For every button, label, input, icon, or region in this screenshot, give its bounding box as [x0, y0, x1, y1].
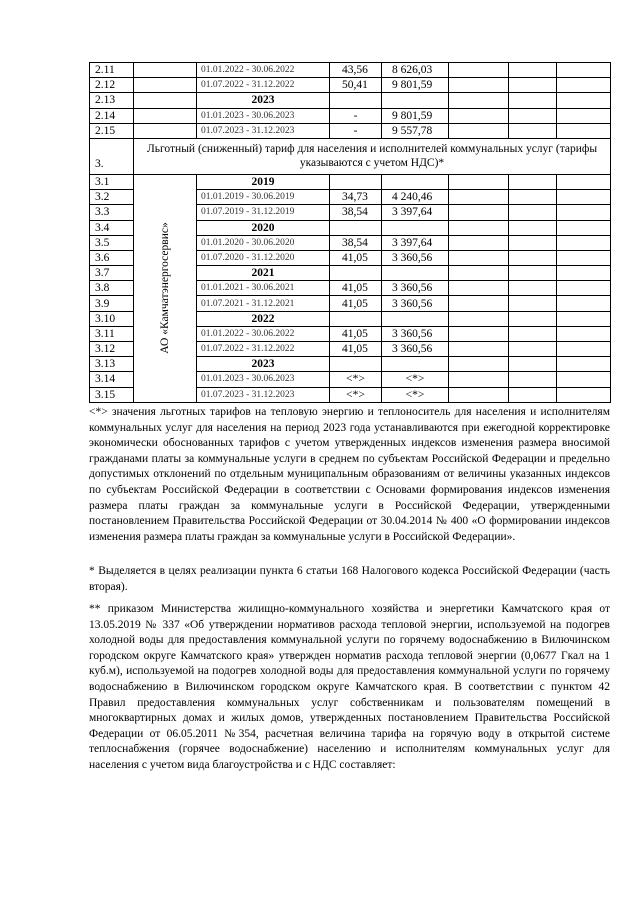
row-number: 2.12	[90, 78, 134, 93]
rate-cell: -	[330, 123, 382, 138]
row-number: 2.14	[90, 108, 134, 123]
note-double-asterisk: ** приказом Министерства жилищно-коммунального хозяйства и энергетики Камчатского края от 13.05.2019 № 337 «Об утверждении нормативов расхода тепловой энергии, используемой на подогрев холодной воды для предоставления коммунальной услуги по горячему водоснабжению в Вилючинском городском округе Камчатского края» утвержден норматив расхода тепловой энергии (0,0677 Гкал на 1 куб.м), используемой на подогрев холодной воды для предоставления коммунальной услуги по горячему водоснабжению в Вилючинском городском округе Камчатского края. В соответствии с пунктом 42 Правил предоставления коммунальных услуг собственникам и пользователям помещений в многоквартирных домах и жилых домов, утвержденных постановлением Правительства Российской Федерации от 06.05.2011 №354, расчетная величина тарифа на горячую воду в открытой системе теплоснабжения (горячее водоснабжение) населению и исполнителям коммунальных услуг для населения с учетом вида благоустройства и с НДС составляет:	[89, 603, 610, 771]
amount-cell: 3 397,64	[382, 205, 449, 220]
empty-cell	[382, 357, 449, 372]
row-number: 3.12	[90, 342, 134, 357]
row-number: 2.11	[90, 63, 134, 78]
empty-cell	[509, 174, 557, 189]
empty-cell	[449, 250, 509, 265]
empty-cell	[557, 250, 611, 265]
amount-cell: <*>	[382, 387, 449, 402]
empty-cell	[509, 281, 557, 296]
period-cell: 01.07.2023 - 31.12.2023	[197, 387, 330, 402]
empty-cell	[509, 296, 557, 311]
section-number: 3.	[90, 138, 134, 174]
rate-cell: 41,05	[330, 296, 382, 311]
empty-cell	[449, 190, 509, 205]
empty-cell	[557, 372, 611, 387]
period-cell: 01.01.2023 - 30.06.2023	[197, 108, 330, 123]
empty-cell	[330, 311, 382, 326]
rate-cell: 41,05	[330, 326, 382, 341]
empty-cell	[449, 93, 509, 108]
empty-cell	[509, 205, 557, 220]
empty-cell	[557, 342, 611, 357]
empty-cell	[449, 342, 509, 357]
year-cell: 2023	[197, 93, 330, 108]
empty-cell	[509, 357, 557, 372]
row-number: 3.13	[90, 357, 134, 372]
amount-cell: 8 626,03	[382, 63, 449, 78]
row-number: 3.10	[90, 311, 134, 326]
empty-cell	[509, 78, 557, 93]
empty-cell	[557, 174, 611, 189]
empty-cell	[449, 220, 509, 235]
empty-cell	[382, 174, 449, 189]
empty-cell	[509, 342, 557, 357]
empty-cell	[557, 357, 611, 372]
row-number: 3.2	[90, 190, 134, 205]
empty-cell	[449, 205, 509, 220]
empty-cell	[557, 93, 611, 108]
empty-cell	[557, 190, 611, 205]
amount-cell: 9 557,78	[382, 123, 449, 138]
period-cell: 01.01.2021 - 30.06.2021	[197, 281, 330, 296]
period-cell: 01.01.2020 - 30.06.2020	[197, 235, 330, 250]
section-heading: Льготный (сниженный) тариф для населения и исполнителей коммунальных услуг (тарифы указываются с учетом НДС)*	[134, 138, 611, 174]
empty-cell	[449, 266, 509, 281]
empty-cell	[449, 123, 509, 138]
empty-cell	[330, 266, 382, 281]
rate-cell: 41,05	[330, 281, 382, 296]
period-cell: 01.07.2022 - 31.12.2022	[197, 342, 330, 357]
rate-cell: 41,05	[330, 342, 382, 357]
organization-cell	[134, 93, 197, 108]
empty-cell	[382, 266, 449, 281]
rate-cell: 43,56	[330, 63, 382, 78]
empty-cell	[509, 220, 557, 235]
organization-cell	[134, 123, 197, 138]
tariff-table	[89, 62, 611, 403]
row-number: 3.3	[90, 205, 134, 220]
rate-cell: 38,54	[330, 235, 382, 250]
empty-cell	[509, 235, 557, 250]
empty-cell	[509, 311, 557, 326]
row-number: 3.9	[90, 296, 134, 311]
amount-cell: 3 360,56	[382, 342, 449, 357]
empty-cell	[449, 357, 509, 372]
row-number: 3.6	[90, 250, 134, 265]
empty-cell	[509, 387, 557, 402]
amount-cell: 3 360,56	[382, 281, 449, 296]
empty-cell	[557, 326, 611, 341]
empty-cell	[509, 250, 557, 265]
empty-cell	[509, 93, 557, 108]
amount-cell: 3 360,56	[382, 326, 449, 341]
period-cell: 01.01.2022 - 30.06.2022	[197, 326, 330, 341]
row-number: 3.7	[90, 266, 134, 281]
empty-cell	[557, 63, 611, 78]
table-row	[90, 78, 611, 93]
empty-cell	[557, 78, 611, 93]
year-cell: 2023	[197, 357, 330, 372]
year-cell: 2020	[197, 220, 330, 235]
empty-cell	[330, 357, 382, 372]
empty-cell	[330, 93, 382, 108]
empty-cell	[449, 372, 509, 387]
empty-cell	[557, 123, 611, 138]
table-row	[90, 93, 611, 108]
empty-cell	[449, 63, 509, 78]
empty-cell	[449, 78, 509, 93]
organization-cell	[134, 174, 197, 402]
table-row	[90, 123, 611, 138]
period-cell: 01.07.2023 - 31.12.2023	[197, 123, 330, 138]
section-heading-row	[90, 138, 611, 174]
row-number: 3.14	[90, 372, 134, 387]
empty-cell	[330, 174, 382, 189]
empty-cell	[557, 205, 611, 220]
amount-cell: 3 397,64	[382, 235, 449, 250]
empty-cell	[382, 220, 449, 235]
empty-cell	[449, 326, 509, 341]
period-cell: 01.01.2019 - 30.06.2019	[197, 190, 330, 205]
row-number: 3.5	[90, 235, 134, 250]
period-cell: 01.01.2023 - 30.06.2023	[197, 372, 330, 387]
empty-cell	[382, 311, 449, 326]
row-number: 3.11	[90, 326, 134, 341]
amount-cell: 3 360,56	[382, 250, 449, 265]
row-number: 3.15	[90, 387, 134, 402]
amount-cell: 9 801,59	[382, 78, 449, 93]
empty-cell	[509, 108, 557, 123]
table-row	[90, 174, 611, 189]
organization-cell	[134, 78, 197, 93]
amount-cell: 9 801,59	[382, 108, 449, 123]
period-cell: 01.07.2021 - 31.12.2021	[197, 296, 330, 311]
empty-cell	[557, 266, 611, 281]
period-cell: 01.07.2020 - 31.12.2020	[197, 250, 330, 265]
amount-cell: 4 240,46	[382, 190, 449, 205]
empty-cell	[509, 266, 557, 281]
empty-cell	[509, 326, 557, 341]
row-number: 2.13	[90, 93, 134, 108]
organization-name: АО «Камчатэнергосервис»	[159, 222, 171, 355]
empty-cell	[509, 123, 557, 138]
year-cell: 2021	[197, 266, 330, 281]
empty-cell	[557, 281, 611, 296]
empty-cell	[449, 311, 509, 326]
empty-cell	[557, 311, 611, 326]
organization-cell	[134, 63, 197, 78]
row-number: 3.1	[90, 174, 134, 189]
empty-cell	[382, 93, 449, 108]
empty-cell	[509, 63, 557, 78]
empty-cell	[449, 108, 509, 123]
rate-cell: 38,54	[330, 205, 382, 220]
rate-cell: <*>	[330, 372, 382, 387]
amount-cell: 3 360,56	[382, 296, 449, 311]
rate-cell: 34,73	[330, 190, 382, 205]
empty-cell	[557, 220, 611, 235]
rate-cell: 41,05	[330, 250, 382, 265]
year-cell: 2022	[197, 311, 330, 326]
period-cell: 01.07.2022 - 31.12.2022	[197, 78, 330, 93]
empty-cell	[557, 108, 611, 123]
rate-cell: <*>	[330, 387, 382, 402]
period-cell: 01.07.2019 - 31.12.2019	[197, 205, 330, 220]
empty-cell	[509, 190, 557, 205]
row-number: 3.8	[90, 281, 134, 296]
note-single-asterisk: * Выделяется в целях реализации пункта 6 статьи 168 Налогового кодекса Российской Федерации (часть вторая).	[89, 565, 610, 593]
empty-cell	[509, 372, 557, 387]
empty-cell	[449, 281, 509, 296]
amount-cell: <*>	[382, 372, 449, 387]
table-row	[90, 63, 611, 78]
empty-cell	[557, 235, 611, 250]
footnote-star: <*> значения льготных тарифов на тепловую энергию и теплоноситель для населения и исполнителям коммунальных услуг для населения на период 2023 года устанавливаются при ежегодной корректировке экономически обоснованных тарифов с учетом утвержденных индексов изменения размера вносимой гражданами платы за коммунальные услуги в среднем по субъектам Российской Федерации и предельно допустимых отклонений по отдельным муниципальным образованиям от величины указанных индексов по субъектам Российской Федерации в соответствии с Основами формирования индексов изменения размера платы граждан за коммунальные услуги в Российской Федерации, утвержденными постановлением Правительства Российской Федерации от 30.04.2014 № 400 «О формировании индексов изменения размера платы граждан за коммунальные услуги в Российской Федерации».	[89, 406, 610, 543]
rate-cell: -	[330, 108, 382, 123]
year-cell: 2019	[197, 174, 330, 189]
empty-cell	[449, 174, 509, 189]
empty-cell	[557, 387, 611, 402]
row-number: 3.4	[90, 220, 134, 235]
table-row	[90, 108, 611, 123]
row-number: 2.15	[90, 123, 134, 138]
empty-cell	[449, 235, 509, 250]
empty-cell	[557, 296, 611, 311]
empty-cell	[330, 220, 382, 235]
organization-cell	[134, 108, 197, 123]
period-cell: 01.01.2022 - 30.06.2022	[197, 63, 330, 78]
empty-cell	[449, 296, 509, 311]
empty-cell	[449, 387, 509, 402]
rate-cell: 50,41	[330, 78, 382, 93]
